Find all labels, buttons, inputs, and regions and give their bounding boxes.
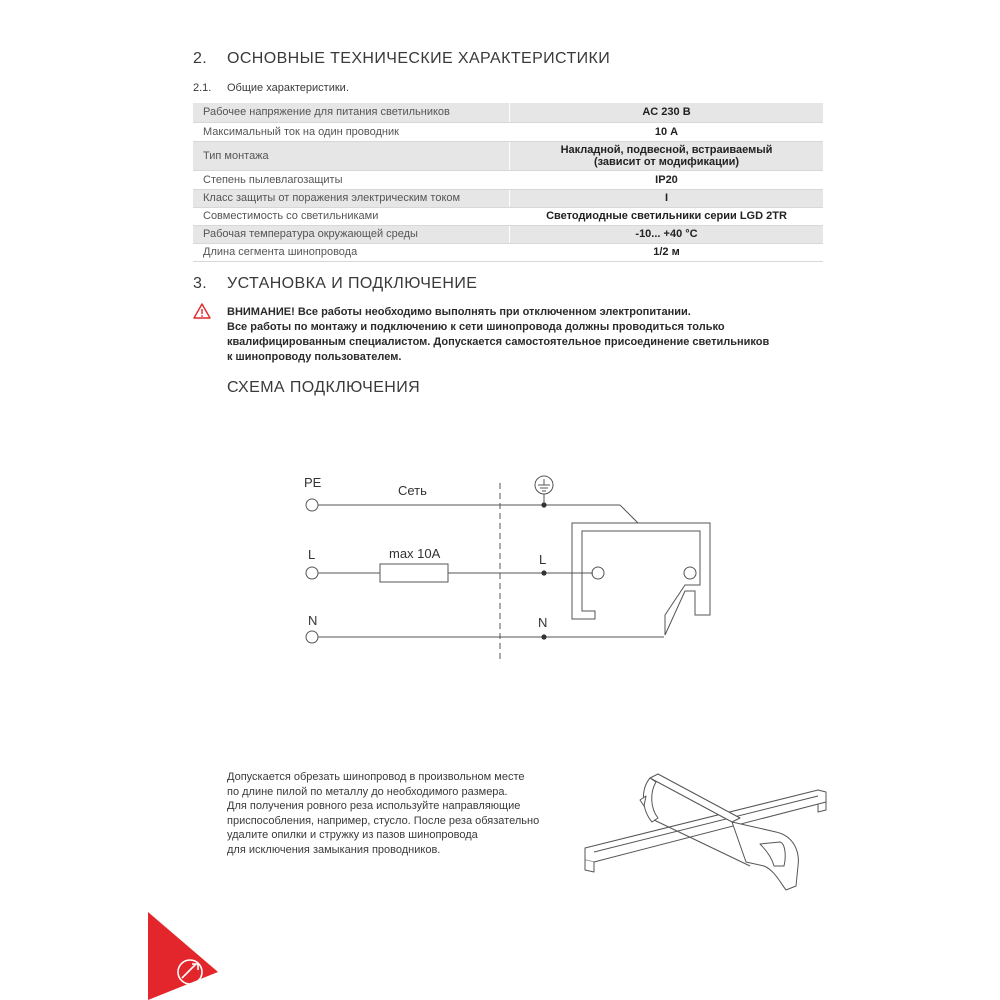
cutting-instructions bbox=[227, 770, 587, 857]
cutting-line: Допускается обрезать шинопровод в произвольном месте bbox=[227, 771, 525, 783]
section-2-title: ОСНОВНЫЕ ТЕХНИЧЕСКИЕ ХАРАКТЕРИСТИКИ bbox=[227, 50, 611, 67]
n-terminal bbox=[306, 631, 318, 643]
warning-line: к шинопроводу пользователем. bbox=[227, 351, 402, 363]
hacksaw-handle bbox=[732, 822, 798, 890]
warning-line: Все работы по монтажу и подключению к сети шинопровода должны проводиться только bbox=[227, 321, 725, 333]
spec-value: Светодиодные светильники серии LGD 2TR bbox=[510, 207, 824, 225]
l-terminal bbox=[306, 567, 318, 579]
busbar-contact-l bbox=[592, 567, 604, 579]
spec-value: -10... +40 °С bbox=[510, 225, 824, 243]
warning-line: квалифицированным специалистом. Допускается самостоятельное присоединение светильников bbox=[227, 336, 770, 348]
spec-label: Тип монтажа bbox=[193, 141, 510, 170]
section-3-heading bbox=[193, 275, 477, 293]
section-2-heading bbox=[193, 50, 610, 68]
pe-terminal bbox=[306, 499, 318, 511]
section-3-number: 3. bbox=[193, 275, 208, 292]
spec-table bbox=[193, 103, 823, 262]
subsection-2-1-title: Общие характеристики. bbox=[227, 82, 349, 94]
spec-label: Максимальный ток на один проводник bbox=[193, 122, 510, 141]
spec-label: Степень пылевлагозащиты bbox=[193, 170, 510, 189]
cutting-line: приспособления, например, стусло. После реза обязательно bbox=[227, 814, 540, 827]
spec-value: AC 230 В bbox=[510, 103, 824, 122]
warning-text bbox=[227, 305, 827, 365]
spec-label: Совместимость со светильниками bbox=[193, 207, 510, 225]
table-row bbox=[193, 207, 823, 225]
hacksaw-illustration bbox=[580, 770, 830, 895]
table-row bbox=[193, 189, 823, 207]
spec-value: 1/2 м bbox=[510, 243, 824, 261]
spec-value-line: (зависит от модификации) bbox=[593, 155, 740, 168]
table-row bbox=[193, 103, 823, 122]
mains-label: Сеть bbox=[398, 483, 427, 498]
pe-label: PE bbox=[304, 475, 322, 490]
ground-icon bbox=[535, 476, 553, 505]
cutting-line: для исключения замыкания проводников. bbox=[227, 843, 441, 856]
subsection-2-1-heading bbox=[193, 82, 349, 94]
spec-value bbox=[510, 141, 824, 170]
cutting-line: удалите опилки и стружку из пазов шинопровода bbox=[227, 829, 478, 841]
subsection-2-1-number: 2.1. bbox=[193, 82, 212, 94]
spec-value: I bbox=[510, 189, 824, 207]
spec-value: IP20 bbox=[510, 170, 824, 189]
spec-value: 10 А bbox=[510, 122, 824, 141]
fuse bbox=[380, 564, 448, 582]
warning-icon bbox=[193, 303, 211, 319]
fuse-label: max 10A bbox=[389, 546, 441, 561]
spec-label: Рабочее напряжение для питания светильников bbox=[193, 103, 510, 122]
schema-title: СХЕМА ПОДКЛЮЧЕНИЯ bbox=[227, 379, 421, 396]
cutting-line: Для получения ровного реза используйте направляющие bbox=[227, 800, 521, 812]
l-right-label: L bbox=[539, 552, 547, 567]
warning-line: Все работы необходимо выполнять при отключенном электропитании. bbox=[297, 306, 691, 318]
section-2-number: 2. bbox=[193, 50, 208, 67]
spec-value-line: Накладной, подвесной, встраиваемый bbox=[560, 143, 773, 156]
spec-label: Длина сегмента шинопровода bbox=[193, 243, 510, 261]
spec-label: Рабочая температура окружающей среды bbox=[193, 225, 510, 243]
hacksaw-frame-top bbox=[650, 774, 740, 822]
table-row bbox=[193, 122, 823, 141]
table-row bbox=[193, 225, 823, 243]
table-row bbox=[193, 243, 823, 261]
l-label: L bbox=[308, 547, 316, 562]
table-row bbox=[193, 141, 823, 170]
busbar-contact-n bbox=[684, 567, 696, 579]
cutting-line: по длине пилой по металлу до необходимого размера. bbox=[227, 785, 508, 798]
table-row bbox=[193, 170, 823, 189]
spec-label: Класс защиты от поражения электрическим током bbox=[193, 189, 510, 207]
brand-logo-icon bbox=[148, 912, 220, 1000]
wiring-diagram bbox=[290, 465, 730, 670]
warning-label: ВНИМАНИЕ! bbox=[227, 306, 295, 318]
section-3-title: УСТАНОВКА И ПОДКЛЮЧЕНИЕ bbox=[227, 275, 478, 292]
n-label: N bbox=[308, 613, 318, 628]
n-right-label: N bbox=[538, 615, 548, 630]
